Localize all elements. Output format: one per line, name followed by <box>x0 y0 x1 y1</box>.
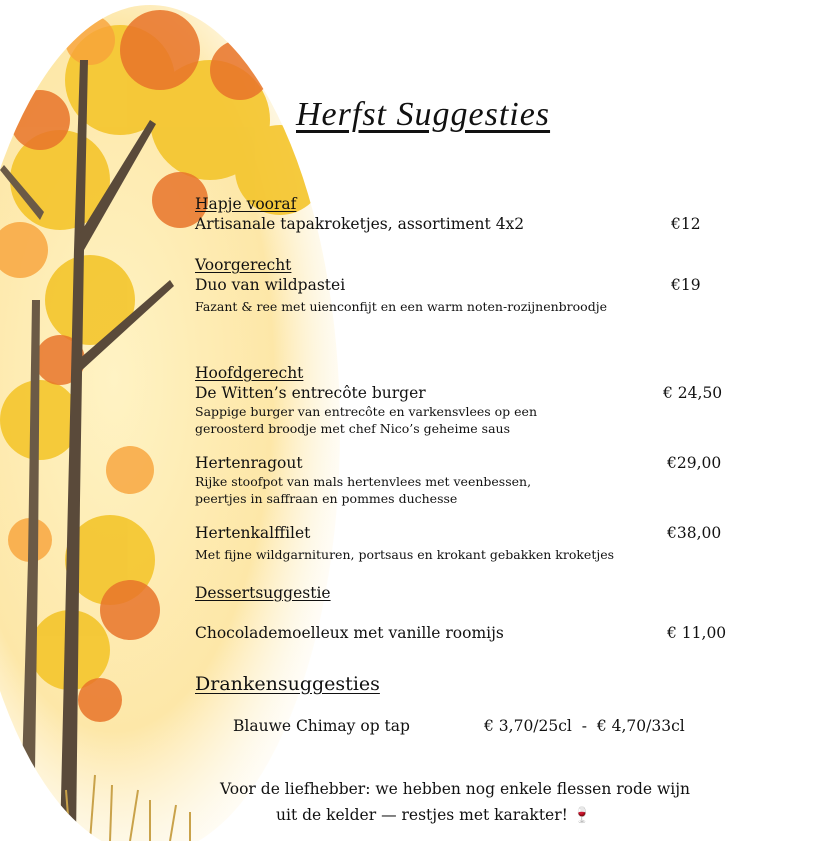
dish-price: €38,00 <box>667 524 722 542</box>
section-heading-dessert: Dessertsuggestie <box>195 584 331 602</box>
dish-price: €29,00 <box>667 454 722 472</box>
dish-description: peertjes in saffraan en pommes duchesse <box>195 491 458 506</box>
section-heading-hapje: Hapje vooraf <box>195 195 297 213</box>
dish-price: € 24,50 <box>663 384 723 402</box>
footer-text: uit de kelder — restjes met karakter! <box>276 806 568 824</box>
dish-name: Duo van wildpastei <box>195 276 346 294</box>
dish-description: Fazant & ree met uienconfijt en een warm noten-rozijnenbroodje <box>195 299 607 314</box>
dish-price: € 11,00 <box>667 624 727 642</box>
wine-glass-icon: 🍷 <box>572 806 592 824</box>
menu-title: Herfst Suggesties <box>296 96 551 133</box>
dish-price: €12 <box>671 215 701 233</box>
dish-description: Sappige burger van entrecôte en varkensvlees op een <box>195 404 538 419</box>
drink-price: € 3,70/25cl - € 4,70/33cl <box>484 717 685 735</box>
footer-line: Voor de liefhebber: we hebben nog enkele flessen rode wijn <box>220 780 691 798</box>
dish-description: Met fijne wildgarnituren, portsaus en krokant gebakken kroketjes <box>195 547 615 562</box>
dish-description: Rijke stoofpot van mals hertenvlees met veenbessen, <box>195 474 532 489</box>
dish-name: Chocolademoelleux met vanille roomijs <box>195 624 504 642</box>
footer-line <box>276 807 592 825</box>
dish-name: Hertenkalffilet <box>195 524 311 542</box>
dish-price: €19 <box>671 276 701 294</box>
section-heading-dranken: Drankensuggesties <box>195 673 380 695</box>
dish-name: De Witten’s entrecôte burger <box>195 384 426 402</box>
dish-name: Artisanale tapakroketjes, assortiment 4x2 <box>195 215 525 233</box>
section-heading-hoofdgerecht: Hoofdgerecht <box>195 364 304 382</box>
dish-description: geroosterd broodje met chef Nico’s geheime saus <box>195 421 511 436</box>
section-heading-voorgerecht: Voorgerecht <box>195 256 292 274</box>
drink-name: Blauwe Chimay op tap <box>233 717 410 735</box>
dish-name: Hertenragout <box>195 454 303 472</box>
